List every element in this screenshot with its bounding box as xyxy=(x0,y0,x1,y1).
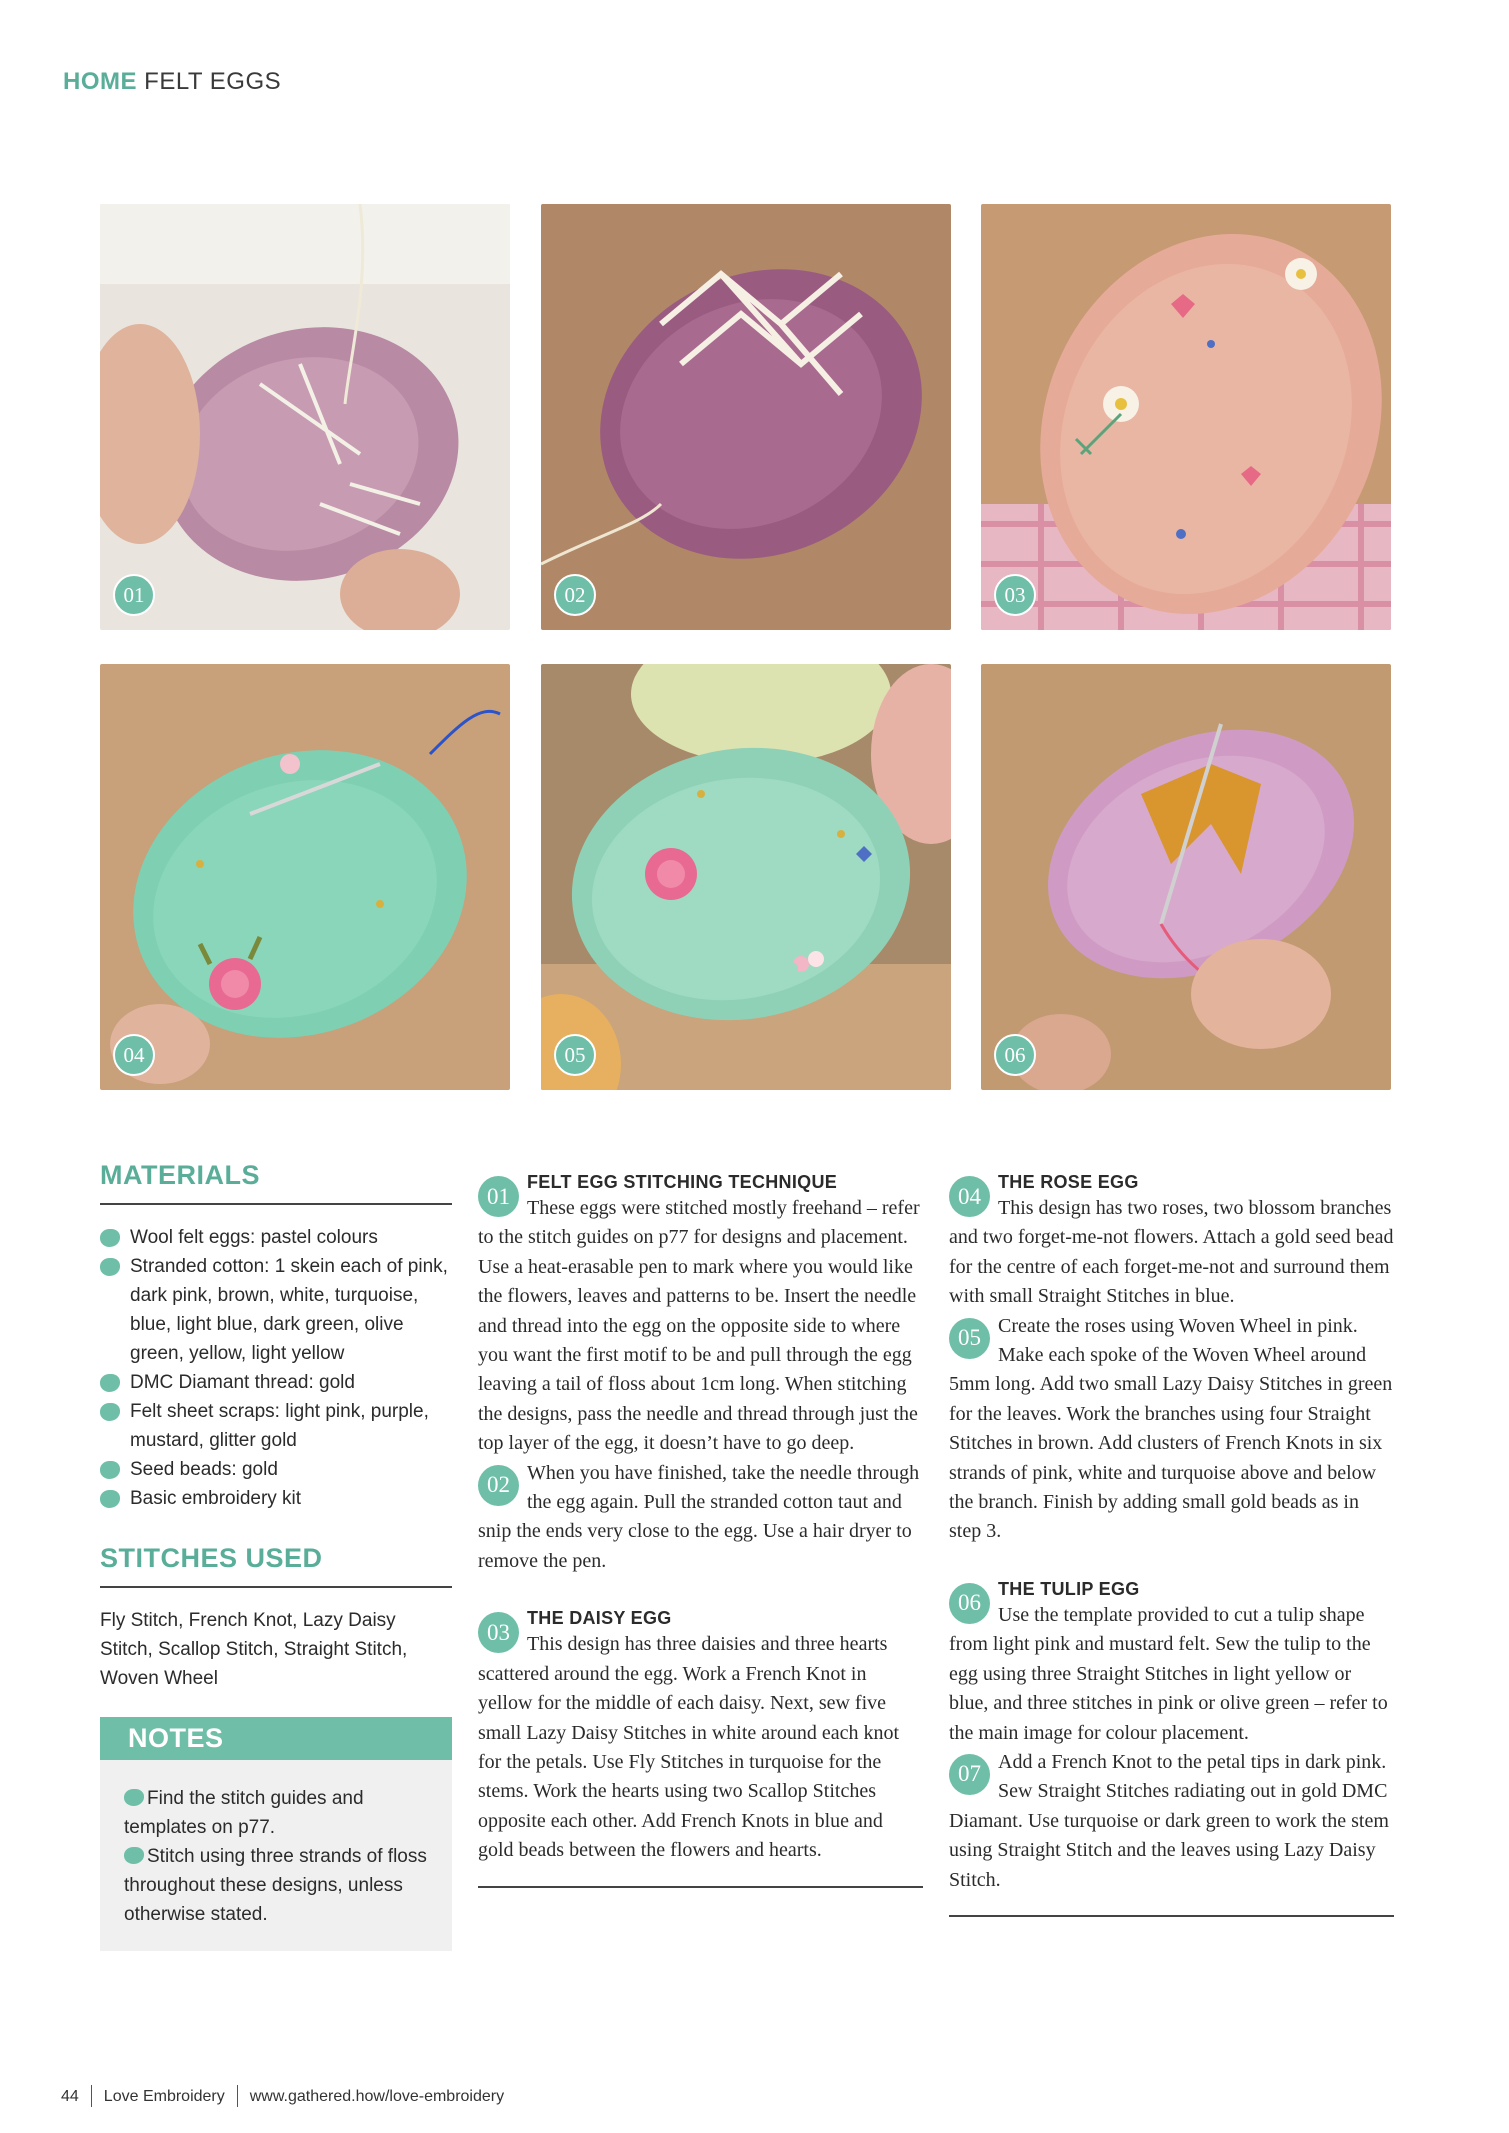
step-badge: 05 xyxy=(554,1034,596,1076)
step-number: 01 xyxy=(478,1176,519,1217)
notes-heading: NOTES xyxy=(100,1717,452,1760)
page-header xyxy=(63,68,281,96)
instructions-column-2 xyxy=(478,1170,923,1888)
stitches-text: Fly Stitch, French Knot, Lazy Daisy Stitch, Scallop Stitch, Straight Stitch, Woven Wheel xyxy=(100,1610,408,1689)
notes-body xyxy=(100,1760,452,1951)
step-06 xyxy=(949,1577,1394,1748)
footer-url[interactable]: www.gathered.how/love-embroidery xyxy=(249,2088,505,2105)
step-number: 02 xyxy=(478,1465,519,1506)
list-item: Stranded cotton: 1 skein each of pink, dark pink, brown, white, turquoise, blue, light blue, dark green, olive green, yellow, light yellow xyxy=(100,1252,452,1368)
section-label: HOME xyxy=(63,68,137,95)
divider xyxy=(949,1915,1394,1917)
step-number: 07 xyxy=(949,1754,990,1795)
instructions-column-3 xyxy=(949,1170,1394,1917)
step-title: FELT EGG STITCHING TECHNIQUE xyxy=(527,1172,838,1192)
photo-step-03 xyxy=(981,204,1391,630)
photo-step-01 xyxy=(100,204,510,630)
step-badge: 04 xyxy=(113,1034,155,1076)
photo-eggs-in-nest xyxy=(541,664,951,1090)
photo-pink-daisy-egg xyxy=(981,204,1391,630)
bullet-icon xyxy=(100,1461,120,1479)
step-03 xyxy=(478,1606,923,1865)
step-body: Use the template provided to cut a tulip shape from light pink and mustard felt. Sew the tulip to the egg using three Straight Stitches in light yellow or blue, and three stitches in pink or olive green – refer to the main image for colour placement. xyxy=(949,1603,1388,1744)
page-number: 44 xyxy=(61,2088,79,2105)
step-badge: 06 xyxy=(994,1034,1036,1076)
step-badge: 01 xyxy=(113,574,155,616)
step-number: 03 xyxy=(478,1612,519,1653)
note-item: Stitch using three strands of floss throughout these designs, unless otherwise stated. xyxy=(124,1846,427,1925)
step-number: 06 xyxy=(949,1583,990,1624)
step-body: These eggs were stitched mostly freehand – refer to the stitch guides on p77 for designs and placement. Use a heat-erasable pen to mark where you would like the flowers, leaves and patterns to be. Insert the needle and thread into the egg on the opposite side to where you want the first motif to be and pull through the egg leaving a tail of floss about 1cm long. When stitching the designs, pass the needle and thread through just the top layer of the egg, it doesn’t have to go deep. xyxy=(478,1197,920,1455)
stitches-heading: STITCHES USED xyxy=(100,1543,452,1588)
divider xyxy=(478,1886,923,1888)
notes-box xyxy=(100,1717,452,1951)
footer-separator xyxy=(237,2085,238,2107)
step-body: This design has three daisies and three hearts scattered around the egg. Work a French Knot in yellow for the middle of each daisy. Next, sew five small Lazy Daisy Stitches in white around each knot for the petals. Use Fly Stitches in turquoise for the stems. Work the hearts using two Scallop Stitches opposite each other. Add French Knots in blue and gold beads between the flowers and hearts. xyxy=(478,1633,900,1862)
step-body: When you have finished, take the needle through the egg again. Pull the stranded cotton taut and snip the ends very close to the egg. Use a hair dryer to remove the pen. xyxy=(478,1461,920,1572)
step-number: 05 xyxy=(949,1318,990,1359)
list-item: Seed beads: gold xyxy=(100,1455,452,1484)
list-item: DMC Diamant thread: gold xyxy=(100,1368,452,1397)
photo-turquoise-rose-egg xyxy=(100,664,510,1090)
list-item: Felt sheet scraps: light pink, purple, mustard, glitter gold xyxy=(100,1397,452,1455)
photo-step-05 xyxy=(541,664,951,1090)
bullet-icon xyxy=(100,1229,120,1247)
step-05 xyxy=(949,1312,1394,1547)
bullet-icon xyxy=(100,1403,120,1421)
magazine-name: Love Embroidery xyxy=(103,2088,225,2105)
sidebar xyxy=(100,1160,452,1951)
photo-step-04 xyxy=(100,664,510,1090)
materials-list xyxy=(100,1223,452,1513)
bullet-icon xyxy=(124,1789,144,1806)
list-item: Basic embroidery kit xyxy=(100,1484,452,1513)
photo-purple-egg-stitching xyxy=(100,204,510,630)
step-02 xyxy=(478,1459,923,1577)
bullet-icon xyxy=(100,1490,120,1508)
step-number: 04 xyxy=(949,1176,990,1217)
materials-heading: MATERIALS xyxy=(100,1160,452,1205)
step-04 xyxy=(949,1170,1394,1312)
step-title: THE ROSE EGG xyxy=(998,1172,1139,1192)
step-body: Add a French Knot to the petal tips in dark pink. Sew Straight Stitches radiating out in gold DMC Diamant. Use turquoise or dark green to work the stem using Straight Stitch and the leaves using Lazy Daisy Stitch. xyxy=(949,1750,1389,1891)
note-item: Find the stitch guides and templates on p77. xyxy=(124,1788,364,1838)
photo-step-02 xyxy=(541,204,951,630)
step-badge: 02 xyxy=(554,574,596,616)
step-body: This design has two roses, two blossom branches and two forget-me-not flowers. Attach a gold seed bead for the centre of each forget-me-not and surround them with small Straight Stitches in blue. xyxy=(949,1197,1394,1308)
list-item: Wool felt eggs: pastel colours xyxy=(100,1223,452,1252)
photo-purple-egg-lattice xyxy=(541,204,951,630)
page-footer xyxy=(61,2085,504,2107)
bullet-icon xyxy=(124,1847,144,1864)
step-title: THE DAISY EGG xyxy=(527,1608,672,1629)
bullet-icon xyxy=(100,1258,120,1276)
footer-separator xyxy=(91,2085,92,2107)
step-07 xyxy=(949,1748,1394,1895)
bullet-icon xyxy=(100,1374,120,1392)
step-body: Create the roses using Woven Wheel in pink. Make each spoke of the Woven Wheel around 5mm long. Add two small Lazy Daisy Stitches in green for the leaves. Work the branches using four Straight Stitches in brown. Add clusters of French Knots in six strands of pink, white and turquoise above and below the branch. Finish by adding small gold beads as in step 3. xyxy=(949,1314,1393,1543)
photo-step-06 xyxy=(981,664,1391,1090)
step-01 xyxy=(478,1170,923,1459)
photo-pink-tulip-egg xyxy=(981,664,1391,1090)
step-title: THE TULIP EGG xyxy=(998,1578,1140,1599)
step-badge: 03 xyxy=(994,574,1036,616)
page-title: FELT EGGS xyxy=(144,68,282,95)
